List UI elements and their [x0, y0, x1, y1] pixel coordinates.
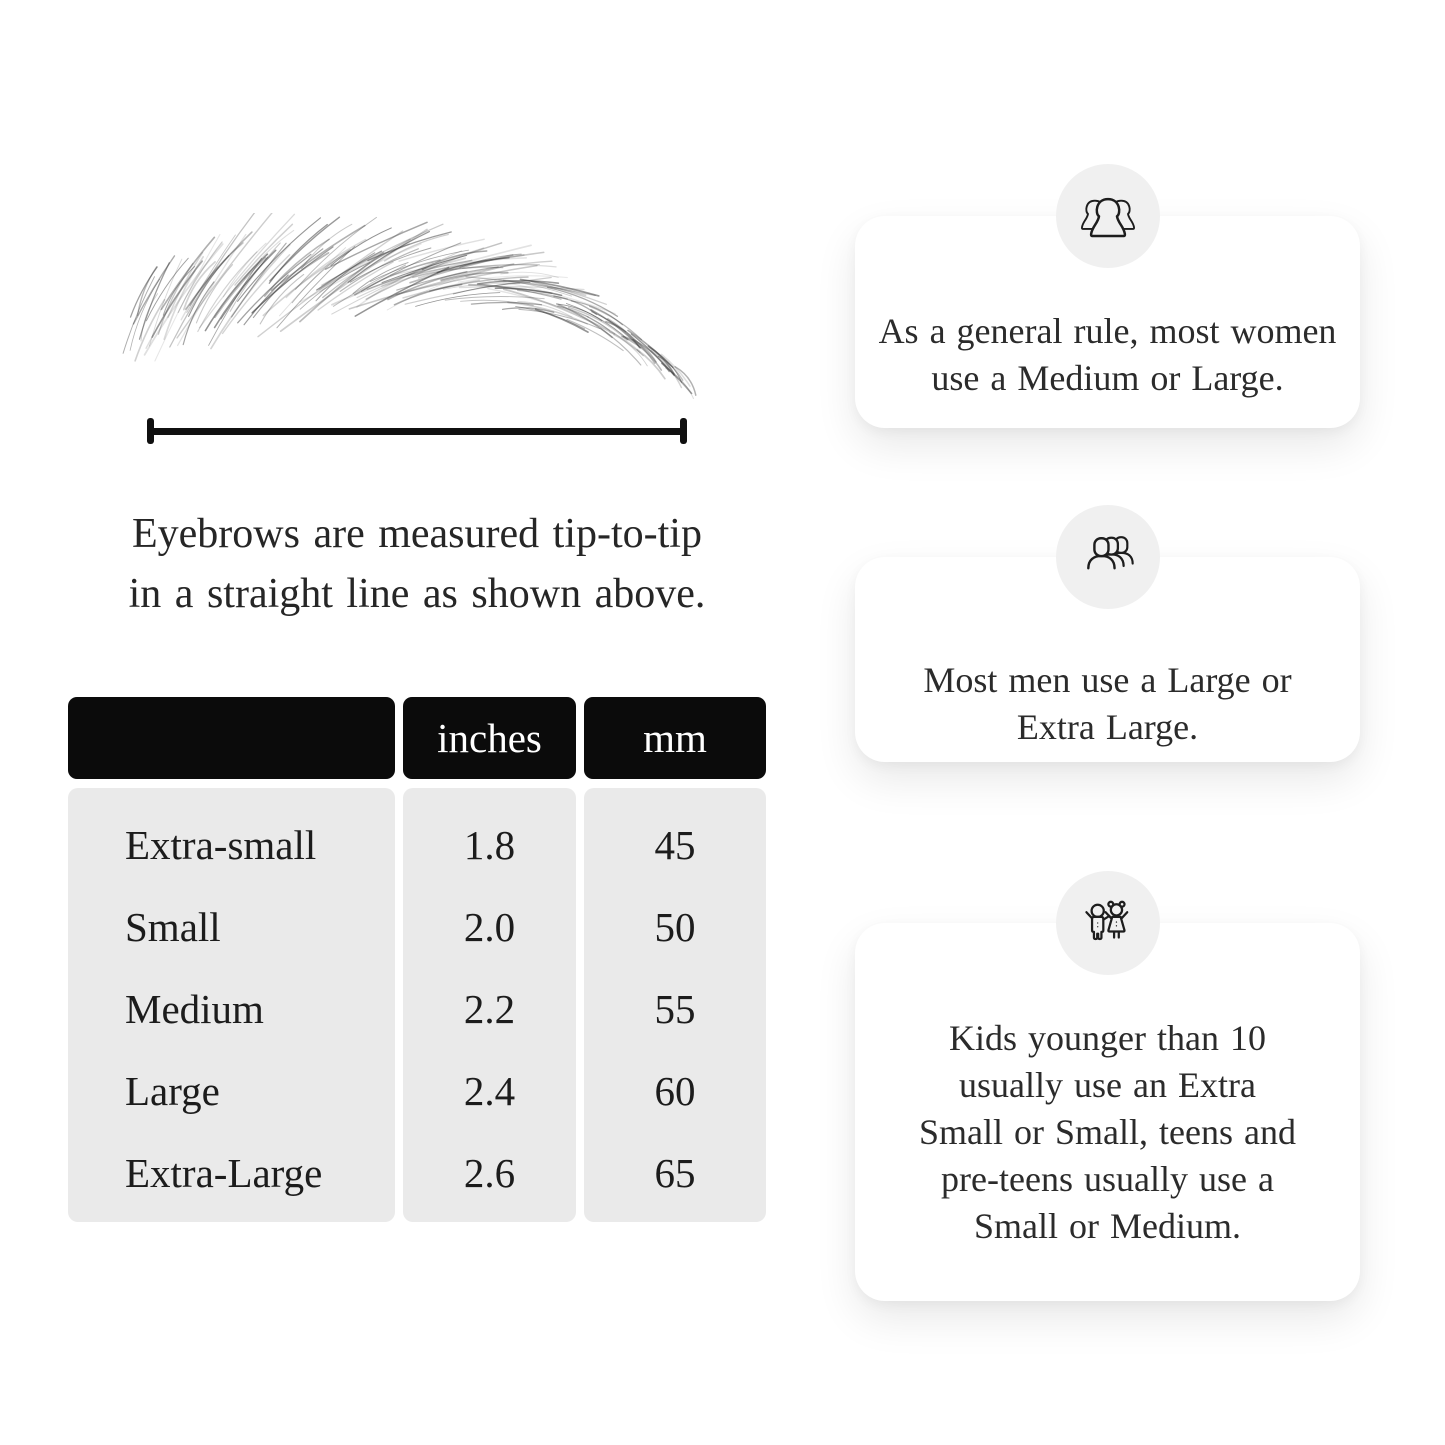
- inches-value: 1.8: [463, 822, 516, 868]
- mm-value: 50: [654, 904, 696, 950]
- kids-icon: [1078, 893, 1138, 953]
- kids-card-icon-circle: [1056, 871, 1160, 975]
- mm-column-header: mm: [584, 697, 766, 779]
- size-label: Extra-Large: [125, 1150, 323, 1196]
- women-card-icon-circle: [1056, 164, 1160, 268]
- inches-column-header: inches: [403, 697, 576, 779]
- inches-column: [403, 788, 576, 1222]
- size-label: Large: [125, 1068, 220, 1114]
- info-card-men: [855, 557, 1360, 762]
- size-label: Medium: [125, 986, 264, 1032]
- measurement-line-bar: [149, 428, 685, 435]
- size-column-header: [68, 697, 395, 779]
- info-card-women: [855, 216, 1360, 428]
- inches-value: 2.2: [463, 986, 516, 1032]
- size-table: [68, 697, 766, 1222]
- caption-line-1: Eyebrows are measured tip-to-tip: [132, 511, 702, 557]
- inches-value: 2.4: [463, 1068, 516, 1114]
- size-label: Small: [125, 904, 221, 950]
- men-card-text: Most men use a Large or Extra Large.: [923, 660, 1292, 747]
- men-group-icon: [1078, 527, 1138, 587]
- kids-card-text: Kids younger than 10 usually use an Extra Small or Small, teens and pre-teens usually use a Small or Medium.: [919, 1018, 1296, 1246]
- women-card-text: As a general rule, most women use a Medium or Large.: [878, 311, 1337, 398]
- mm-value: 55: [654, 986, 696, 1032]
- measurement-caption: [68, 504, 766, 624]
- men-card-icon-circle: [1056, 505, 1160, 609]
- mm-value: 45: [654, 822, 696, 868]
- mm-value: 60: [654, 1068, 696, 1114]
- inches-value: 2.6: [463, 1150, 516, 1196]
- inches-value: 2.0: [463, 904, 516, 950]
- mm-value: 65: [654, 1150, 696, 1196]
- women-group-icon: [1078, 186, 1138, 246]
- measurement-line: [147, 418, 687, 444]
- caption-line-2: in a straight line as shown above.: [128, 571, 706, 617]
- size-name-column: [68, 788, 395, 1222]
- measurement-line-right-cap: [680, 418, 687, 444]
- info-card-kids: [855, 923, 1360, 1301]
- size-label: Extra-small: [125, 822, 317, 868]
- eyebrow-illustration: [95, 213, 710, 400]
- mm-column: [584, 788, 766, 1222]
